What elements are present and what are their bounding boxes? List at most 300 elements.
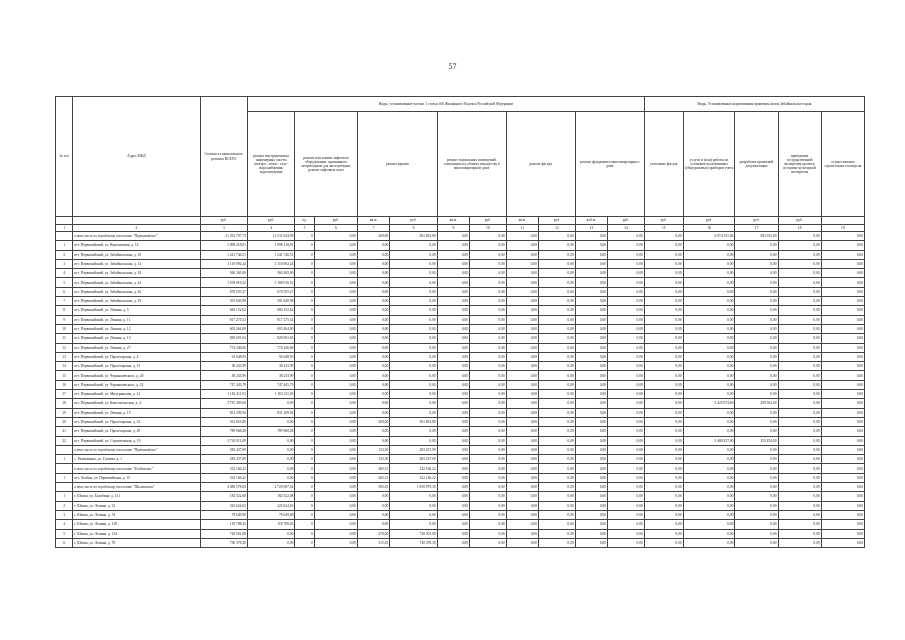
row-value: 0 (295, 315, 314, 324)
row-value: 0,00 (539, 408, 576, 417)
row-value: 0,00 (314, 334, 357, 343)
row-value: 0,00 (357, 427, 389, 436)
row-value: 0,00 (575, 445, 607, 454)
row-value: 0,00 (247, 417, 294, 426)
row-value: 0,00 (539, 538, 576, 547)
row-value: 0,00 (821, 259, 864, 268)
row-value: 0,00 (247, 445, 294, 454)
row-value: 0,00 (539, 417, 576, 426)
row-value: 0,00 (821, 436, 864, 445)
row-value: 0,00 (608, 306, 645, 315)
row-value: 0,00 (683, 473, 735, 482)
table-row (56, 371, 865, 380)
row-value: 0,00 (683, 464, 735, 473)
row-value: 0,00 (539, 324, 576, 333)
row-value: 0,00 (390, 269, 437, 278)
row-value: 0,00 (575, 241, 607, 250)
row-value: 118 788,43 (200, 520, 247, 529)
row-value: 0,00 (683, 287, 735, 296)
page-number: 57 (448, 62, 457, 71)
row-number: 7 (56, 297, 73, 306)
unit-cell: руб. (390, 217, 437, 225)
row-value: 789 968,48 (200, 427, 247, 436)
header-foundation: ремонт фундамента многоквартирного дома (575, 112, 644, 217)
row-value: 0,00 (390, 278, 437, 287)
row-value: 0,00 (778, 445, 821, 454)
row-value: 0,00 (735, 417, 778, 426)
row-value: 133,30 (357, 455, 389, 464)
row-value: 0,00 (539, 343, 576, 352)
row-value: 332 166,22 (390, 464, 437, 473)
row-value: 0,00 (539, 464, 576, 473)
row-value: 0,00 (608, 501, 645, 510)
row-value: 255 454,00 (735, 436, 778, 445)
row-value: 0,00 (778, 408, 821, 417)
row-value: 0,00 (539, 315, 576, 324)
row-value: 0,00 (735, 287, 778, 296)
row-value: 0,00 (575, 492, 607, 501)
row-value: 0,00 (735, 362, 778, 371)
row-address: г. Шилка, ул. Ленина, д. 78 (73, 538, 200, 547)
row-value: 0,00 (608, 520, 645, 529)
row-number: 19 (56, 408, 73, 417)
row-value: 0,00 (314, 269, 357, 278)
row-value: 0,00 (390, 324, 437, 333)
row-value: 0,00 (608, 334, 645, 343)
row-value: 0,00 (778, 520, 821, 529)
header-basement: ремонт подвальных помещений, относящихся к общему имуществу в многоквартирном доме (437, 112, 506, 217)
row-value: 0,00 (821, 529, 864, 538)
row-value: 0,00 (506, 269, 538, 278)
row-value: 0,00 (390, 492, 437, 501)
row-value: 0,00 (575, 417, 607, 426)
row-value: 0,00 (644, 390, 683, 399)
row-value: 0,00 (683, 297, 735, 306)
row-value: 0,00 (314, 492, 357, 501)
row-value: 0 (295, 287, 314, 296)
row-value: 0,00 (575, 380, 607, 389)
row-value: 0,00 (778, 390, 821, 399)
column-number-cell: 6 (314, 225, 357, 232)
row-value: 465,31 (357, 464, 389, 473)
row-value: 0,00 (735, 380, 778, 389)
row-value: 0,00 (437, 232, 469, 241)
row-value: 0,00 (314, 324, 357, 333)
row-number: 2 (56, 250, 73, 259)
row-address: пгт. Первомайский, ул. Строительная, д. 10 (73, 436, 200, 445)
table-row (56, 464, 865, 473)
row-value: 0,00 (575, 483, 607, 492)
row-value: 0,00 (575, 399, 607, 408)
row-value: 0 (295, 241, 314, 250)
table-row (56, 390, 865, 399)
row-value: 0,00 (437, 501, 469, 510)
row-value: 0,00 (575, 324, 607, 333)
row-value: 0,00 (470, 483, 507, 492)
row-value: 0,00 (821, 334, 864, 343)
row-value: 0,00 (357, 297, 389, 306)
row-address: г. Шилка, ул. Ленина, д. 54 (73, 510, 200, 519)
row-value: 0,00 (644, 371, 683, 380)
row-value: 0,00 (390, 352, 437, 361)
column-number-cell: 11 (506, 225, 538, 232)
row-value: 774 346,06 (247, 343, 294, 352)
row-value: 0,00 (644, 483, 683, 492)
row-value: 0,00 (735, 371, 778, 380)
row-value: 0,00 (778, 483, 821, 492)
row-value: 0,00 (470, 408, 507, 417)
row-value: 0,00 (608, 315, 645, 324)
row-value: 0,00 (470, 269, 507, 278)
row-value: 0,00 (683, 427, 735, 436)
row-value: 0,00 (608, 427, 645, 436)
row-value: 0,00 (506, 306, 538, 315)
row-value: 0 (295, 501, 314, 510)
row-value: 0,00 (506, 492, 538, 501)
row-value: 0,00 (778, 315, 821, 324)
row-value: 0,00 (821, 324, 864, 333)
row-value: 670 555,27 (200, 287, 247, 296)
row-value: 0,00 (735, 324, 778, 333)
row-value: 0,00 (390, 408, 437, 417)
row-value: 1 163 311,03 (247, 390, 294, 399)
row-value: 0,00 (357, 520, 389, 529)
row-value: 0,00 (608, 455, 645, 464)
table-row (56, 510, 865, 519)
row-value: 0,00 (644, 464, 683, 473)
row-value: 0,00 (470, 259, 507, 268)
row-value: 0,00 (644, 510, 683, 519)
row-value: 0,00 (778, 538, 821, 547)
row-value: 0,00 (683, 529, 735, 538)
row-value: 270,00 (357, 529, 389, 538)
row-value: 0,00 (575, 529, 607, 538)
row-value: 0,00 (644, 380, 683, 389)
row-value: 0 (295, 343, 314, 352)
row-value: 0,00 (778, 427, 821, 436)
row-value: 0,00 (539, 455, 576, 464)
table-row (56, 297, 865, 306)
row-value: 0,00 (390, 297, 437, 306)
row-value: 0,00 (437, 297, 469, 306)
row-value: 0,00 (575, 334, 607, 343)
row-number: 6 (56, 538, 73, 547)
row-value: 0,00 (470, 473, 507, 482)
row-value: 728 501,00 (200, 529, 247, 538)
row-value: 728 501,00 (390, 529, 437, 538)
row-value: 0,00 (506, 352, 538, 361)
row-value: 0,00 (575, 306, 607, 315)
table-row (56, 483, 865, 492)
row-value: 0,00 (506, 362, 538, 371)
row-value: 0,00 (575, 278, 607, 287)
row-number: 6 (56, 287, 73, 296)
row-value: 0,00 (506, 343, 538, 352)
column-number-cell: 2 (73, 225, 200, 232)
row-value: 0 (295, 464, 314, 473)
row-number: 16 (56, 380, 73, 389)
row-value: 0,00 (314, 380, 357, 389)
row-value: 0,00 (735, 259, 778, 268)
row-value: 0,00 (506, 483, 538, 492)
row-value: 0,00 (778, 343, 821, 352)
column-number-cell: 3 (200, 225, 247, 232)
row-value: 1 241 746,51 (247, 250, 294, 259)
row-value: 325 624,63 (200, 501, 247, 510)
row-value: 0,00 (608, 464, 645, 473)
row-value: 0,00 (357, 380, 389, 389)
row-value: 0,00 (778, 417, 821, 426)
row-value: 0,00 (821, 464, 864, 473)
row-value: 0,00 (314, 241, 357, 250)
row-value: 0 (295, 250, 314, 259)
row-value: 0,00 (644, 306, 683, 315)
row-value: 0,00 (735, 269, 778, 278)
row-value: 0,00 (644, 436, 683, 445)
row-value: 0,00 (644, 250, 683, 259)
table-row (56, 324, 865, 333)
row-value: 0,00 (644, 362, 683, 371)
row-value: 283 437,09 (390, 455, 437, 464)
row-value: 0,00 (539, 473, 576, 482)
row-value: 0,00 (437, 390, 469, 399)
row-value: 0,00 (314, 538, 357, 547)
row-value: 0,00 (437, 241, 469, 250)
row-value: 0,00 (608, 241, 645, 250)
row-value: 0,00 (683, 408, 735, 417)
header-group-federal: Виды, установленные частью 1 статьи 166 Жилищного Кодекса Российской Федерации (247, 97, 644, 112)
row-value: 0,00 (735, 352, 778, 361)
row-value: 0,00 (644, 241, 683, 250)
row-value: 831 209,94 (247, 408, 294, 417)
row-value: 38 233,99 (247, 362, 294, 371)
row-value: 0,00 (357, 510, 389, 519)
row-value: 0,00 (575, 427, 607, 436)
row-value: 0,00 (575, 390, 607, 399)
row-value: 0,00 (608, 297, 645, 306)
row-value: 0,00 (357, 362, 389, 371)
row-value: 0,00 (575, 232, 607, 241)
row-value: 0,00 (821, 287, 864, 296)
row-value: 0 (295, 306, 314, 315)
row-value: 0,00 (575, 343, 607, 352)
row-value: 0,00 (608, 278, 645, 287)
row-value: 0,00 (608, 250, 645, 259)
row-value: 561 823,80 (390, 232, 437, 241)
row-value: 0,00 (470, 436, 507, 445)
row-value: 0,00 (778, 473, 821, 482)
row-value: 0,00 (575, 315, 607, 324)
row-value: 0,00 (437, 343, 469, 352)
row-value: 0,00 (735, 315, 778, 324)
row-value: 0,00 (506, 250, 538, 259)
row-value: 0,00 (314, 306, 357, 315)
row-value: 0,00 (644, 278, 683, 287)
row-value: 0,00 (437, 510, 469, 519)
row-value: 0,00 (735, 297, 778, 306)
row-value: 0,00 (314, 287, 357, 296)
row-address: в том числе по городскому поселению "Первомайское" (73, 445, 200, 454)
row-value: 92 648,93 (247, 352, 294, 361)
row-value: 0,00 (506, 464, 538, 473)
row-value: 0,00 (390, 390, 437, 399)
row-value: 0,00 (470, 362, 507, 371)
row-value: 0,00 (644, 315, 683, 324)
unit-cell: руб. (470, 217, 507, 225)
row-value: 0,00 (314, 427, 357, 436)
row-address: с. Размахнино, ул. Гуляева, д. 1 (73, 455, 200, 464)
row-value: 0,00 (778, 241, 821, 250)
row-value: 0,00 (735, 520, 778, 529)
row-value: 0,00 (821, 343, 864, 352)
column-number-cell: 19 (821, 225, 864, 232)
row-value: 0,00 (390, 380, 437, 389)
row-value: 0,00 (575, 501, 607, 510)
row-value: 0,00 (247, 529, 294, 538)
row-value: 0,00 (575, 520, 607, 529)
row-value: 0,00 (390, 371, 437, 380)
row-value: 0,00 (314, 501, 357, 510)
column-number-cell: 17 (735, 225, 778, 232)
table-row (56, 492, 865, 501)
row-value: 0,00 (470, 455, 507, 464)
row-value: 0,00 (608, 529, 645, 538)
row-value: 0,00 (683, 380, 735, 389)
row-value: 0,00 (644, 287, 683, 296)
row-value: 0,00 (390, 334, 437, 343)
row-value: 0,00 (357, 306, 389, 315)
row-value: 0,00 (821, 241, 864, 250)
header-group-regional: Виды, Установленные нормативным правовым актом Забайкальского края (644, 97, 864, 112)
row-value: 0,00 (778, 324, 821, 333)
row-value: 0,00 (821, 455, 864, 464)
row-value: 0,00 (539, 510, 576, 519)
row-value: 0,00 (778, 232, 821, 241)
row-value: 133,30 (357, 445, 389, 454)
row-value: 12 511 024,99 (247, 232, 294, 241)
unit-cell: руб. (644, 217, 683, 225)
row-address: пгт. Первомайский, ул. Ленина, д. 13 (73, 334, 200, 343)
row-value: 0,00 (821, 399, 864, 408)
capital-repair-table (55, 96, 865, 548)
row-value: 0,00 (357, 390, 389, 399)
row-address: пгт. Первомайский, ул. Мичуринская, д. 12 (73, 390, 200, 399)
row-value: 0 (295, 520, 314, 529)
row-value: 0 (295, 390, 314, 399)
row-value: 0,00 (735, 538, 778, 547)
row-value: 0,00 (735, 464, 778, 473)
header-services: услуги и (или) работы по установке коллективных (общедомовых) приборов учета (683, 112, 735, 217)
row-value: 0,00 (821, 250, 864, 259)
row-value: 0,00 (821, 269, 864, 278)
row-value: 0,00 (506, 259, 538, 268)
row-value: 0,00 (506, 399, 538, 408)
row-value: 730 378,30 (200, 538, 247, 547)
row-address: пгт. Первомайский, ул. Пролетарская, д. 4 (73, 352, 200, 361)
unit-cell: кв.м. (506, 217, 538, 225)
unit-cell: руб. (200, 217, 247, 225)
row-value: 0,00 (437, 287, 469, 296)
row-number: 17 (56, 390, 73, 399)
row-number: 10 (56, 324, 73, 333)
row-value: 0,00 (539, 297, 576, 306)
row-address: пгт. Первомайский, ул. Ленина, д. 11 (73, 315, 200, 324)
row-value: 0,00 (357, 501, 389, 510)
row-value: 0,00 (437, 408, 469, 417)
row-value: 603 264,00 (200, 324, 247, 333)
row-value: 391 620,98 (200, 297, 247, 306)
row-value: 0,00 (575, 538, 607, 547)
row-value: 0,00 (778, 287, 821, 296)
row-value: 561 823,80 (390, 417, 437, 426)
row-value: 0,00 (539, 492, 576, 501)
row-value: 0,00 (608, 259, 645, 268)
row-value: 0,00 (390, 306, 437, 315)
row-value: 118 788,43 (247, 520, 294, 529)
row-value: 0,00 (644, 399, 683, 408)
row-value: 0,00 (644, 473, 683, 482)
row-value: 0,00 (539, 529, 576, 538)
row-value: 4 388 578,84 (200, 483, 247, 492)
table-row (56, 343, 865, 352)
row-value: 0,00 (314, 297, 357, 306)
row-value: 0,00 (470, 278, 507, 287)
row-value: 0,00 (683, 269, 735, 278)
row-value: 0 (295, 371, 314, 380)
row-number: 9 (56, 315, 73, 324)
row-value: 0,00 (470, 501, 507, 510)
row-value: 78 649,08 (200, 510, 247, 519)
row-value: 0,00 (644, 334, 683, 343)
row-value: 0,00 (735, 278, 778, 287)
row-value: 0,00 (683, 371, 735, 380)
unit-cell: руб. (247, 217, 294, 225)
row-value: 315,61 (357, 538, 389, 547)
row-value: 0,00 (683, 492, 735, 501)
row-address: пгт. Первомайский, ул. Пролетарская, д. 29 (73, 427, 200, 436)
table-row (56, 445, 865, 454)
row-number: 3 (56, 259, 73, 268)
row-value: 0,00 (821, 390, 864, 399)
row-number: 20 (56, 417, 73, 426)
table-row (56, 436, 865, 445)
row-number (56, 445, 73, 454)
row-value: 3 425 874,60 (683, 399, 735, 408)
table-row (56, 529, 865, 538)
unit-cell: руб. (539, 217, 576, 225)
row-address: пгт. Первомайский, ул. Ленина, д. 27 (73, 343, 200, 352)
row-value: 0,00 (247, 473, 294, 482)
row-value: 0,00 (644, 501, 683, 510)
row-value: 0,00 (821, 427, 864, 436)
row-value: 0,00 (314, 473, 357, 482)
row-value: 0,00 (437, 352, 469, 361)
row-value: 817 275,52 (247, 315, 294, 324)
row-value: 0,00 (470, 352, 507, 361)
row-value: 0,00 (470, 399, 507, 408)
row-value: 0 (295, 483, 314, 492)
row-value: 0,00 (314, 455, 357, 464)
row-value: 0,00 (357, 269, 389, 278)
row-value: 465,31 (357, 473, 389, 482)
row-value: 0,00 (539, 259, 576, 268)
table-row (56, 399, 865, 408)
row-value: 0,00 (683, 483, 735, 492)
row-value: 0,00 (470, 334, 507, 343)
row-value: 0,00 (470, 417, 507, 426)
row-value: 3 488 457,00 (683, 436, 735, 445)
column-number-cell: 5 (295, 225, 314, 232)
